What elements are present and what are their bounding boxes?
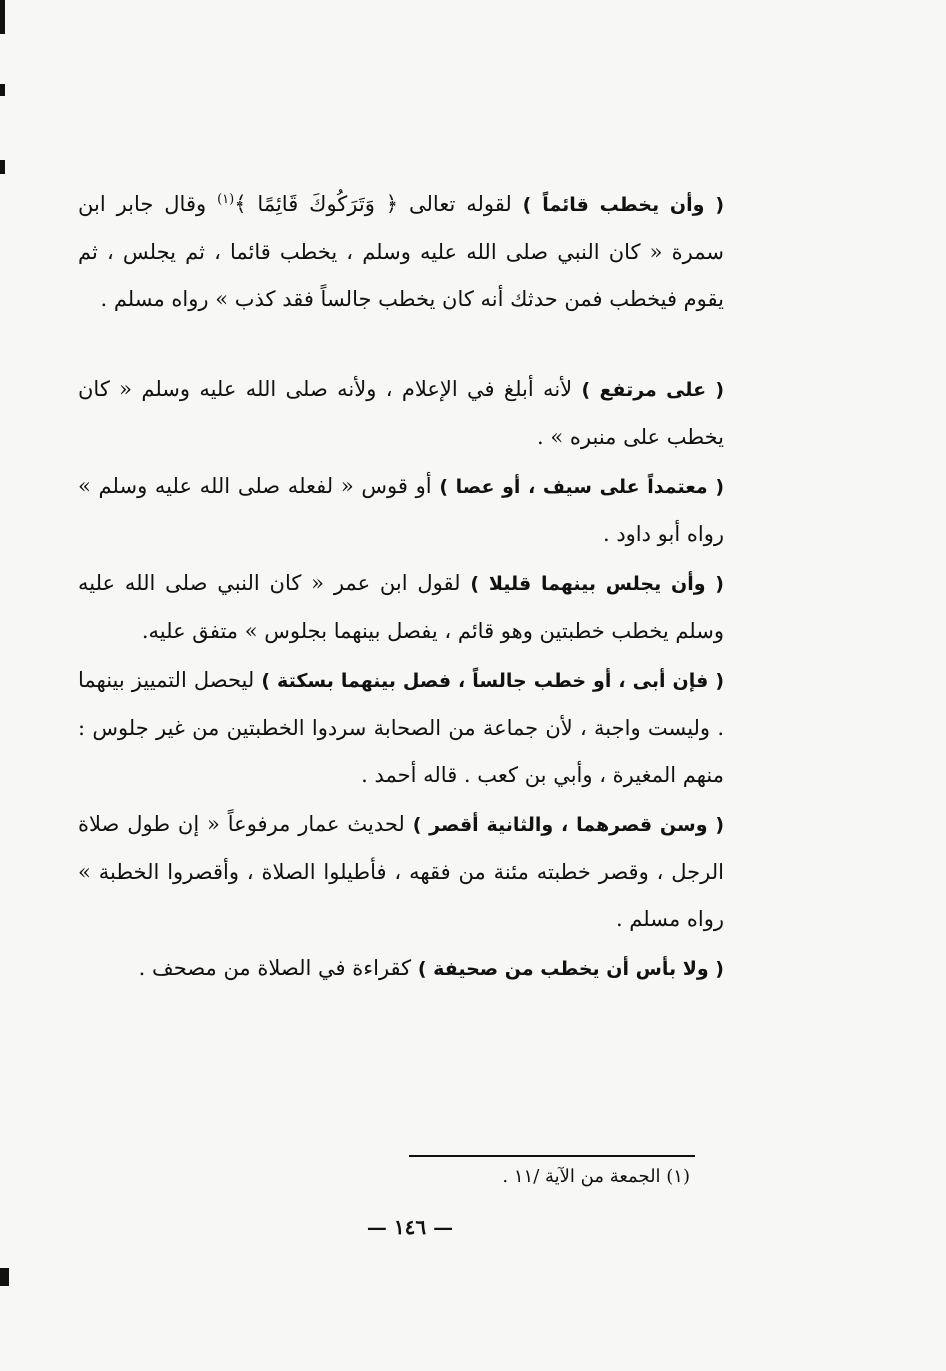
paragraph-body: أو قوس « لفعله صلى الله عليه وسلم » رواه أبو داود . bbox=[78, 474, 724, 546]
paragraph-lead: ( وأن يجلس بينهما قليلا ) bbox=[470, 573, 724, 595]
paragraph bbox=[78, 176, 724, 364]
scan-edge-mark-3 bbox=[0, 160, 5, 174]
paragraph-body: لحديث عمار مرفوعاً « إن طول صلاة الرجل ، وقصر خطبته مئنة من فقهه ، فأطيلوا الصلاة ، وأقصروا الخطبة » رواه مسلم . bbox=[78, 812, 724, 931]
paragraph-body: لأنه أبلغ في الإعلام ، ولأنه صلى الله عليه وسلم « كان يخطب على منبره » . bbox=[78, 377, 724, 449]
paragraph bbox=[78, 366, 724, 461]
paragraph-lead: ( وسن قصرهما ، والثانية أقصر ) bbox=[412, 814, 724, 836]
paragraph-body: لقوله تعالى ﴿ وَتَرَكُوكَ قَائِمًا ﴾ bbox=[234, 192, 523, 216]
footnote-marker: (١) bbox=[217, 192, 235, 207]
paragraph bbox=[78, 945, 724, 993]
paragraph-lead: ( معتمداً على سيف ، أو عصا ) bbox=[439, 476, 725, 498]
page-number: — ١٤٦ — bbox=[366, 1215, 454, 1239]
paragraph bbox=[78, 560, 724, 655]
paragraph-body: ليحصل التمييز بينهما . وليست واجبة ، لأن جماعة من الصحابة سردوا الخطبتين من غير جلوس : منهم المغيرة ، وأبي بن كعب . قاله أحمد . bbox=[78, 668, 724, 787]
paragraph-lead: ( وأن يخطب قائماً ) bbox=[522, 194, 725, 216]
paragraph-lead: ( ولا بأس أن يخطب من صحيفة ) bbox=[417, 958, 724, 980]
paragraph-body: لقول ابن عمر « كان النبي صلى الله عليه وسلم يخطب خطبتين وهو قائم ، يفصل بينهما بجلوس » متفق عليه. bbox=[78, 571, 724, 643]
footnote: (١) الجمعة من الآية /١١ . bbox=[502, 1166, 690, 1187]
scan-edge-mark-4 bbox=[0, 1268, 9, 1286]
paragraph bbox=[78, 657, 724, 799]
main-text bbox=[78, 176, 724, 995]
paragraph bbox=[78, 463, 724, 558]
scan-edge-mark-1 bbox=[0, 0, 5, 34]
paragraph-lead: ( فإن أبى ، أو خطب جالساً ، فصل بينهما بسكتة ) bbox=[261, 670, 724, 692]
footnote-divider bbox=[409, 1155, 695, 1157]
paragraph-lead: ( على مرتفع ) bbox=[581, 379, 725, 401]
scan-edge-mark-2 bbox=[0, 84, 5, 96]
paragraph-tail: وقال جابر ابن سمرة « كان النبي صلى الله عليه وسلم ، يخطب قائما ، ثم يجلس ، ثم يقوم فيخطب فمن حدثك أنه كان يخطب جالساً فقد كذب » رواه مسلم . bbox=[78, 192, 724, 311]
paragraph-body: كقراءة في الصلاة من مصحف . bbox=[138, 956, 418, 980]
paragraph bbox=[78, 801, 724, 943]
